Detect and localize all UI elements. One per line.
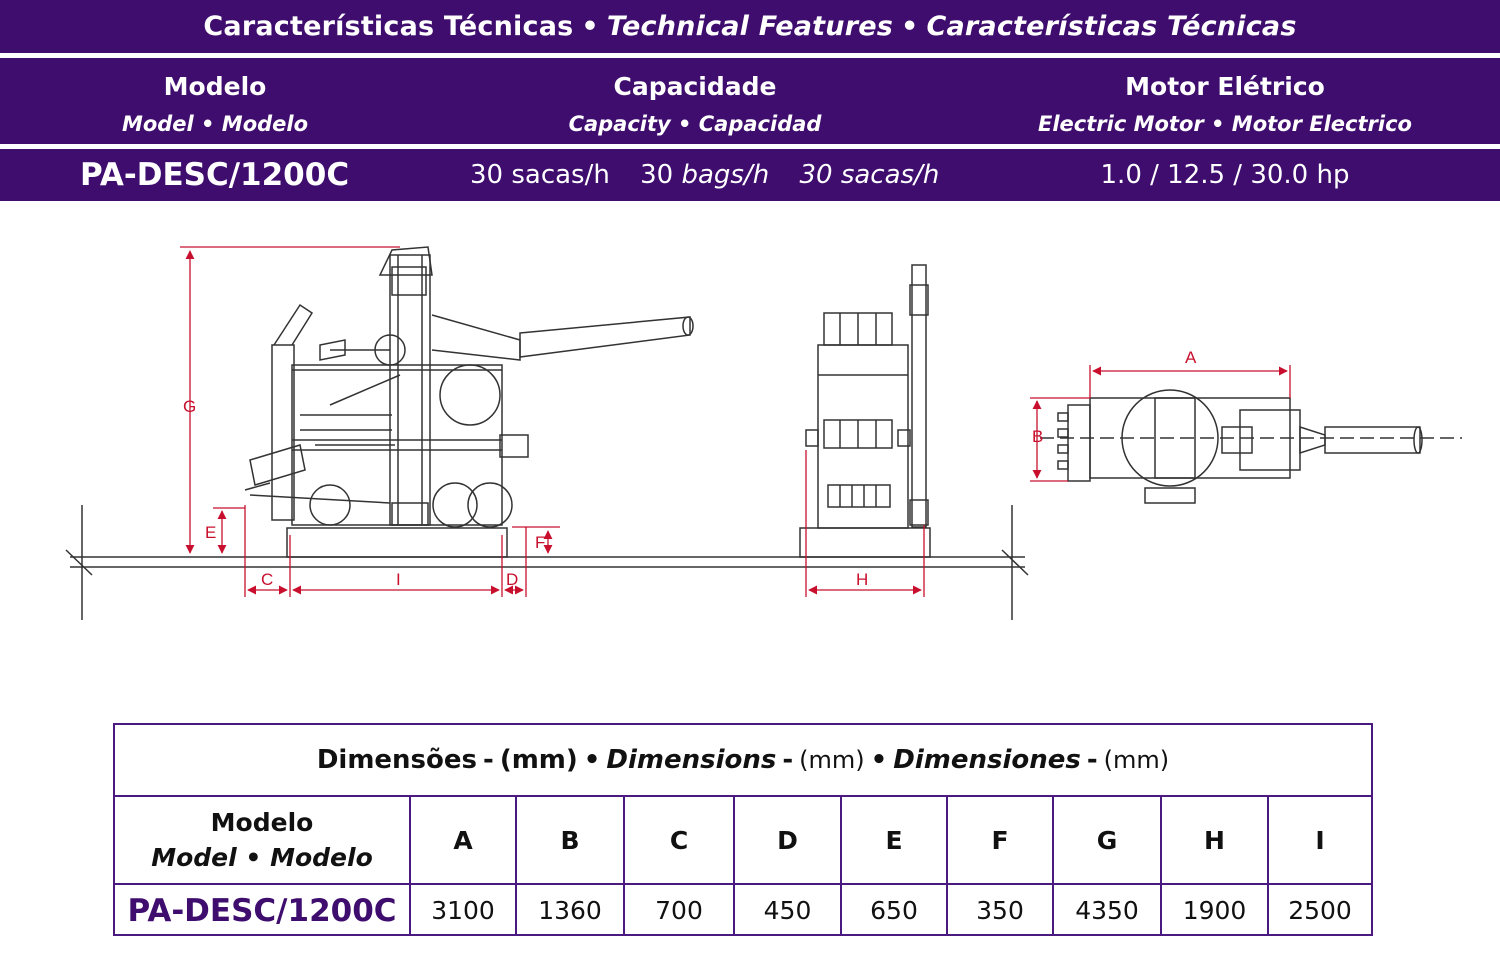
capacity-en-num: 30	[640, 160, 674, 190]
title-bullet-2: •	[901, 11, 919, 42]
dimensions-table	[113, 723, 1373, 936]
dim-value-h: 1900	[1162, 885, 1269, 936]
capacity-label: Capacidade	[613, 72, 777, 101]
dim-value-g: 4350	[1054, 885, 1162, 936]
dim-title-bullet-1: •	[583, 745, 601, 775]
dim-header-model	[115, 797, 411, 885]
dim-title-unit-2: (mm)	[799, 746, 865, 774]
dim-header-a: A	[411, 797, 517, 885]
dim-header-g: G	[1054, 797, 1162, 885]
dim-header-f: F	[948, 797, 1054, 885]
side-view-dimensions	[180, 247, 560, 597]
dim-header-model-label: Modelo	[210, 808, 314, 837]
dim-label-a: A	[1185, 348, 1197, 367]
dim-label-f: F	[535, 533, 546, 552]
dim-label-b: B	[1032, 427, 1044, 446]
dim-value-e: 650	[842, 885, 948, 936]
spec-value-band	[0, 149, 1500, 201]
dim-title-dash-1: -	[483, 745, 494, 775]
dim-label-e: E	[205, 523, 217, 542]
top-view-machine	[1040, 390, 1462, 503]
dim-value-c: 700	[625, 885, 735, 936]
front-view-machine	[800, 265, 930, 557]
dim-header-h: H	[1162, 797, 1269, 885]
spec-header-band	[0, 58, 1500, 144]
technical-drawings	[0, 205, 1500, 645]
model-sublabel: Model • Modelo	[121, 112, 309, 136]
dim-title-dash-2: -	[782, 745, 794, 775]
dim-value-f: 350	[948, 885, 1054, 936]
dim-label-i: I	[396, 570, 401, 589]
dim-value-d: 450	[735, 885, 842, 936]
capacity-sublabel: Capacity • Capacidad	[568, 112, 822, 136]
capacity-en	[640, 160, 769, 190]
dim-value-a: 3100	[411, 885, 517, 936]
motor-sublabel: Electric Motor • Motor Electrico	[1038, 112, 1412, 136]
spec-capacity	[470, 160, 939, 190]
capacity-pt: 30 sacas/h	[470, 160, 610, 190]
top-view-dimensions	[1030, 365, 1290, 481]
dim-label-h: H	[856, 570, 869, 589]
dim-header-b: B	[517, 797, 625, 885]
dim-label-d: D	[506, 570, 519, 589]
dim-title-es: Dimensiones	[893, 745, 1081, 775]
dim-title-dash-3: -	[1086, 745, 1098, 775]
dim-header-e: E	[842, 797, 948, 885]
dim-label-c: C	[261, 570, 274, 589]
dim-title-pt: Dimensões	[316, 745, 478, 775]
title-pt: Características Técnicas	[203, 11, 574, 42]
dim-row-model: PA-DESC/1200C	[115, 885, 411, 936]
dim-value-b: 1360	[517, 885, 625, 936]
dim-label-g: G	[183, 397, 197, 416]
dim-header-model-sub: Model • Modelo	[151, 843, 373, 872]
dim-value-i: 2500	[1288, 896, 1352, 925]
dim-header-i: I	[1269, 797, 1371, 885]
title-band	[0, 0, 1500, 53]
dim-title-unit-3: (mm)	[1103, 746, 1170, 774]
title-es: Características Técnicas	[926, 11, 1297, 42]
dim-title-unit-1: (mm)	[499, 745, 578, 775]
title-en: Technical Features	[606, 11, 894, 42]
dim-header-d: D	[735, 797, 842, 885]
model-label: Modelo	[163, 72, 267, 101]
side-view-machine	[245, 247, 693, 557]
title-bullet-1: •	[581, 11, 599, 42]
motor-label: Motor Elétrico	[1125, 72, 1325, 101]
capacity-es: 30 sacas/h	[799, 160, 940, 190]
spec-model: PA-DESC/1200C	[80, 157, 350, 193]
capacity-en-unit: bags/h	[681, 160, 770, 190]
dim-title-en: Dimensions	[606, 745, 777, 775]
spec-motor: 1.0 / 12.5 / 30.0 hp	[1100, 160, 1350, 190]
dimensions-title	[115, 725, 1371, 797]
dim-title-bullet-2: •	[870, 745, 888, 775]
dim-header-c: C	[625, 797, 735, 885]
